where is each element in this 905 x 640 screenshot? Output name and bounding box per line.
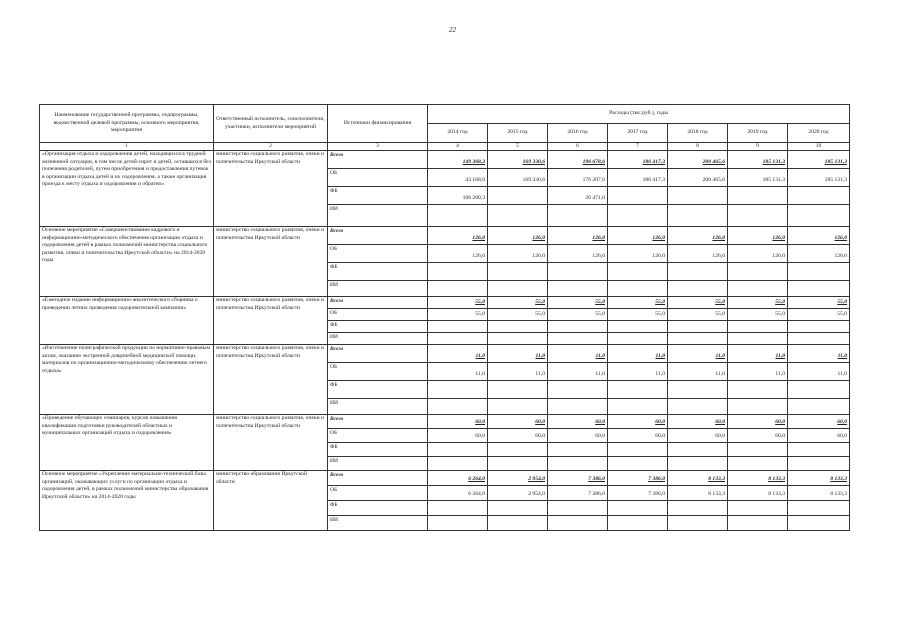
funding-source: Всего xyxy=(328,415,428,429)
value-cell xyxy=(608,443,668,457)
value-cell xyxy=(668,333,728,345)
value-cell: 55,0 xyxy=(788,309,850,321)
value-cell xyxy=(488,187,548,205)
value-cell: 8 133,3 xyxy=(668,486,728,501)
value-cell xyxy=(668,381,728,399)
value-cell xyxy=(668,281,728,297)
value-cell xyxy=(668,321,728,333)
column-number: 1 xyxy=(40,143,214,151)
value-cell xyxy=(428,381,488,399)
column-number: 4 xyxy=(428,143,488,151)
value-cell xyxy=(668,399,728,415)
total-value: 60,0 xyxy=(548,415,608,429)
funding-source: Всего xyxy=(328,345,428,363)
column-number: 3 xyxy=(328,143,428,151)
value-cell xyxy=(668,516,728,531)
value-cell: 126,0 xyxy=(548,245,608,263)
value-cell xyxy=(608,457,668,471)
table-row xyxy=(40,415,850,429)
total-value: 126,0 xyxy=(428,227,488,245)
total-value: 55,0 xyxy=(668,297,728,309)
total-value: 11,0 xyxy=(788,345,850,363)
value-cell: 106 200,3 xyxy=(428,187,488,205)
value-cell xyxy=(428,281,488,297)
total-value: 11,0 xyxy=(728,345,788,363)
value-cell: 55,0 xyxy=(728,309,788,321)
value-cell: 2 954,0 xyxy=(488,486,548,501)
value-cell xyxy=(428,443,488,457)
value-cell xyxy=(608,321,668,333)
value-cell xyxy=(548,281,608,297)
funding-source: ОБ xyxy=(328,169,428,187)
value-cell: 185 131,3 xyxy=(728,169,788,187)
value-cell xyxy=(728,187,788,205)
value-cell: 11,0 xyxy=(728,363,788,381)
total-value: 196 678,6 xyxy=(548,151,608,169)
value-cell: 20 471,0 xyxy=(548,187,608,205)
value-cell xyxy=(668,457,728,471)
total-value: 60,0 xyxy=(728,415,788,429)
activity-name: «Организация отдыха и оздоровления детей, находящихся в трудной жизненной ситуации, в том числе детей-сирот и детей, оставшихся без попечения родителей, путем приобретения и предоставления путевок в организации отдыха детей и их оздоровления, а также организация проезда к месту отдыха и оздоровления и обратно» xyxy=(40,151,214,227)
total-value: 55,0 xyxy=(608,297,668,309)
value-cell xyxy=(728,321,788,333)
value-cell xyxy=(668,263,728,281)
funding-source: ОБ xyxy=(328,363,428,381)
column-number: 6 xyxy=(548,143,608,151)
value-cell xyxy=(608,399,668,415)
responsible-executor: министерство образования Иркутской области xyxy=(214,471,328,531)
responsible-executor: министерство социального развития, опеки и попечительства Иркутской области xyxy=(214,415,328,471)
total-value: 2 954,0 xyxy=(488,471,548,486)
value-cell: 11,0 xyxy=(608,363,668,381)
funding-source: ФБ xyxy=(328,381,428,399)
value-cell: 60,0 xyxy=(728,429,788,443)
value-cell xyxy=(548,333,608,345)
value-cell xyxy=(728,381,788,399)
value-cell xyxy=(488,457,548,471)
funding-source: ОБ xyxy=(328,309,428,321)
column-number: 5 xyxy=(488,143,548,151)
value-cell xyxy=(788,399,850,415)
value-cell xyxy=(548,501,608,516)
value-cell: 8 133,3 xyxy=(728,486,788,501)
value-cell: 55,0 xyxy=(608,309,668,321)
funding-source: Всего xyxy=(328,151,428,169)
value-cell: 55,0 xyxy=(668,309,728,321)
total-value: 8 133,3 xyxy=(788,471,850,486)
total-value: 11,0 xyxy=(428,345,488,363)
value-cell xyxy=(788,457,850,471)
funding-source: ИИ xyxy=(328,457,428,471)
activity-name: «Ежегодное издание информационно-аналитического сборника о проведении летних проведения оздоровительной кампании» xyxy=(40,297,214,345)
value-cell: 185 131,3 xyxy=(788,169,850,187)
value-cell xyxy=(728,516,788,531)
value-cell: 43 168,0 xyxy=(428,169,488,187)
activity-name: «Проведение обучающих семинаров, курсов повышения квалификации подготовки руководителей областных и муниципальных организаций отдыха и оздоровления» xyxy=(40,415,214,471)
value-cell xyxy=(788,381,850,399)
value-cell: 60,0 xyxy=(488,429,548,443)
value-cell: 126,0 xyxy=(668,245,728,263)
total-value: 126,0 xyxy=(548,227,608,245)
funding-source: ИИ xyxy=(328,281,428,297)
value-cell xyxy=(728,333,788,345)
total-value: 55,0 xyxy=(728,297,788,309)
value-cell: 11,0 xyxy=(548,363,608,381)
total-value: 200 465,6 xyxy=(668,151,728,169)
value-cell xyxy=(488,263,548,281)
total-value: 185 131,3 xyxy=(788,151,850,169)
header-year: 2015 год xyxy=(488,124,548,143)
total-value: 126,0 xyxy=(788,227,850,245)
value-cell xyxy=(788,501,850,516)
value-cell: 126,0 xyxy=(788,245,850,263)
value-cell xyxy=(488,281,548,297)
value-cell xyxy=(788,321,850,333)
total-value: 55,0 xyxy=(488,297,548,309)
value-cell xyxy=(728,263,788,281)
value-cell: 60,0 xyxy=(428,429,488,443)
value-cell: 11,0 xyxy=(428,363,488,381)
funding-source: Всего xyxy=(328,227,428,245)
value-cell: 11,0 xyxy=(668,363,728,381)
funding-source: ФБ xyxy=(328,263,428,281)
value-cell: 60,0 xyxy=(608,429,668,443)
value-cell xyxy=(668,501,728,516)
value-cell xyxy=(488,501,548,516)
funding-source: ФБ xyxy=(328,443,428,457)
activity-name: Основное мероприятие «Совершенствование кадрового и информационно-методического обеспечения организации отдыха и оздоровления детей в рамках полномочий министерства социального развития, опеки и попечительства Иркутской области» на 2014-2020 годы xyxy=(40,227,214,297)
value-cell xyxy=(548,399,608,415)
total-value: 126,0 xyxy=(488,227,548,245)
total-value: 11,0 xyxy=(668,345,728,363)
total-value: 55,0 xyxy=(548,297,608,309)
header-year: 2014 год xyxy=(428,124,488,143)
header-year: 2020 год xyxy=(788,124,850,143)
header-expenses: Расходы (тыс.руб.), годы xyxy=(428,105,850,124)
value-cell xyxy=(548,321,608,333)
total-value: 185 131,3 xyxy=(728,151,788,169)
value-cell xyxy=(728,501,788,516)
value-cell: 60,0 xyxy=(548,429,608,443)
activity-name: «Изготовление полиграфической продукции по нормативно-правовым актам, оказанию экстренной доврачебной медицинской помощи, материалов по организационно-методическому обеспечению летнего отдыха» xyxy=(40,345,214,415)
total-value: 149 368,3 xyxy=(428,151,488,169)
funding-source: ИИ xyxy=(328,516,428,531)
value-cell: 126,0 xyxy=(608,245,668,263)
value-cell xyxy=(428,263,488,281)
value-cell xyxy=(428,205,488,227)
value-cell: 8 133,3 xyxy=(788,486,850,501)
total-value: 126,0 xyxy=(668,227,728,245)
value-cell: 169 330,6 xyxy=(488,169,548,187)
value-cell xyxy=(488,381,548,399)
value-cell xyxy=(548,443,608,457)
value-cell: 55,0 xyxy=(488,309,548,321)
value-cell: 176 207,6 xyxy=(548,169,608,187)
responsible-executor: министерство социального развития, опеки и попечительства Иркутской области xyxy=(214,227,328,297)
value-cell xyxy=(608,263,668,281)
responsible-executor: министерство социального развития, опеки и попечительства Иркутской области xyxy=(214,345,328,415)
value-cell xyxy=(788,187,850,205)
table-row xyxy=(40,151,850,169)
value-cell: 7 386,0 xyxy=(548,486,608,501)
total-value: 60,0 xyxy=(608,415,668,429)
value-cell xyxy=(668,205,728,227)
value-cell: 6 264,0 xyxy=(428,486,488,501)
total-value: 60,0 xyxy=(428,415,488,429)
responsible-executor: министерство социального развития, опеки и попечительства Иркутской области xyxy=(214,151,328,227)
total-value: 60,0 xyxy=(788,415,850,429)
column-number: 2 xyxy=(214,143,328,151)
total-value: 7 386,0 xyxy=(608,471,668,486)
value-cell xyxy=(428,321,488,333)
total-value: 11,0 xyxy=(488,345,548,363)
value-cell xyxy=(548,381,608,399)
value-cell: 60,0 xyxy=(668,429,728,443)
value-cell xyxy=(428,501,488,516)
header-source: Источники финансирования xyxy=(328,105,428,143)
value-cell xyxy=(728,399,788,415)
total-value: 11,0 xyxy=(608,345,668,363)
value-cell xyxy=(728,443,788,457)
table-row xyxy=(40,297,850,309)
value-cell xyxy=(548,205,608,227)
value-cell xyxy=(608,501,668,516)
funding-source: Всего xyxy=(328,297,428,309)
column-number: 8 xyxy=(668,143,728,151)
total-value: 169 330,6 xyxy=(488,151,548,169)
funding-source: ОБ xyxy=(328,429,428,443)
value-cell xyxy=(608,205,668,227)
table-row xyxy=(40,227,850,245)
value-cell: 11,0 xyxy=(788,363,850,381)
total-value: 126,0 xyxy=(608,227,668,245)
budget-table xyxy=(39,104,850,531)
value-cell: 126,0 xyxy=(728,245,788,263)
header-responsible: Ответственный исполнитель, соисполнители, участники, исполнители мероприятий xyxy=(214,105,328,143)
value-cell: 186 417,3 xyxy=(608,169,668,187)
value-cell: 55,0 xyxy=(428,309,488,321)
value-cell xyxy=(728,457,788,471)
value-cell xyxy=(548,516,608,531)
value-cell: 55,0 xyxy=(548,309,608,321)
value-cell xyxy=(488,516,548,531)
value-cell xyxy=(428,457,488,471)
value-cell xyxy=(428,516,488,531)
header-year: 2016 год xyxy=(548,124,608,143)
value-cell xyxy=(608,281,668,297)
value-cell xyxy=(788,205,850,227)
funding-source: Всего xyxy=(328,471,428,486)
value-cell xyxy=(488,333,548,345)
value-cell xyxy=(788,333,850,345)
value-cell xyxy=(488,443,548,457)
value-cell: 126,0 xyxy=(488,245,548,263)
funding-source: ОБ xyxy=(328,486,428,501)
funding-source: ФБ xyxy=(328,501,428,516)
value-cell: 200 465,6 xyxy=(668,169,728,187)
value-cell xyxy=(548,457,608,471)
total-value: 60,0 xyxy=(488,415,548,429)
value-cell: 11,0 xyxy=(488,363,548,381)
value-cell xyxy=(488,321,548,333)
header-year: 2018 год xyxy=(668,124,728,143)
header-year: 2019 год xyxy=(728,124,788,143)
total-value: 6 264,0 xyxy=(428,471,488,486)
funding-source: ФБ xyxy=(328,187,428,205)
total-value: 60,0 xyxy=(668,415,728,429)
funding-source: ОБ xyxy=(328,245,428,263)
value-cell xyxy=(788,443,850,457)
value-cell xyxy=(548,263,608,281)
value-cell: 60,0 xyxy=(788,429,850,443)
total-value: 186 417,3 xyxy=(608,151,668,169)
value-cell xyxy=(608,333,668,345)
value-cell xyxy=(668,187,728,205)
column-number: 7 xyxy=(608,143,668,151)
total-value: 126,0 xyxy=(728,227,788,245)
value-cell xyxy=(728,281,788,297)
value-cell: 7 386,0 xyxy=(608,486,668,501)
value-cell xyxy=(788,281,850,297)
value-cell xyxy=(788,263,850,281)
value-cell xyxy=(428,399,488,415)
total-value: 55,0 xyxy=(788,297,850,309)
funding-source: ИИ xyxy=(328,333,428,345)
responsible-executor: министерство социального развития, опеки и попечительства Иркутской области xyxy=(214,297,328,345)
value-cell xyxy=(608,381,668,399)
value-cell xyxy=(428,333,488,345)
table-row xyxy=(40,471,850,486)
value-cell xyxy=(788,516,850,531)
column-number: 10 xyxy=(788,143,850,151)
header-name: Наименование государственной программы, подпрограммы, ведомственной целевой программы, основного мероприятия, мероприятия xyxy=(40,105,214,143)
table-row xyxy=(40,345,850,363)
value-cell xyxy=(668,443,728,457)
value-cell xyxy=(488,205,548,227)
funding-source: ИИ xyxy=(328,399,428,415)
value-cell xyxy=(488,399,548,415)
value-cell xyxy=(608,187,668,205)
total-value: 55,0 xyxy=(428,297,488,309)
value-cell xyxy=(608,516,668,531)
total-value: 8 133,3 xyxy=(668,471,728,486)
funding-source: ИИ xyxy=(328,205,428,227)
page-number: 22 xyxy=(449,26,456,34)
header-year: 2017 год xyxy=(608,124,668,143)
funding-source: ФБ xyxy=(328,321,428,333)
total-value: 7 386,0 xyxy=(548,471,608,486)
total-value: 8 133,3 xyxy=(728,471,788,486)
column-number: 9 xyxy=(728,143,788,151)
activity-name: Основное мероприятие «Укрепление материально-технической базы организаций, оказывающих услуги по организации отдыха и оздоровления детей, в рамках полномочий министерства образования Иркутской области» на 2014-2020 годы xyxy=(40,471,214,531)
value-cell xyxy=(728,205,788,227)
total-value: 11,0 xyxy=(548,345,608,363)
value-cell: 126,0 xyxy=(428,245,488,263)
